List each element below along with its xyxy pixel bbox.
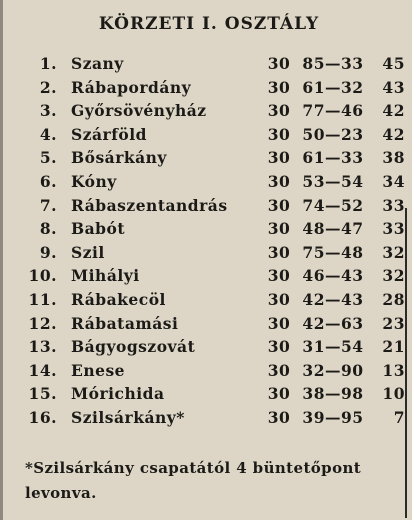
points-cell: 13 <box>382 360 405 380</box>
rank-cell: 5. <box>39 148 57 168</box>
goal-ratio: 61—33 <box>302 148 364 168</box>
rank-cell: 9. <box>39 242 57 262</box>
matches-played: 30 <box>267 242 291 262</box>
team-name: Szil <box>71 242 105 262</box>
points-cell: 38 <box>382 148 405 168</box>
goal-ratio: 46—43 <box>302 266 364 286</box>
goal-ratio: 42—63 <box>302 313 364 333</box>
matches-played: 30 <box>267 289 291 309</box>
matches-played: 30 <box>267 148 291 168</box>
table-row <box>3 241 412 265</box>
rank-cell: 7. <box>39 195 57 215</box>
table-row <box>3 312 412 336</box>
rank-cell: 15. <box>28 384 57 404</box>
goal-ratio: 61—32 <box>302 77 364 97</box>
matches-played: 30 <box>267 313 291 333</box>
matches-played: 30 <box>267 266 291 286</box>
matches-played: 30 <box>267 384 291 404</box>
points-cell: 23 <box>382 313 405 333</box>
team-name: Rábatamási <box>71 313 179 333</box>
matches-played: 30 <box>267 171 291 191</box>
goal-ratio: 32—90 <box>302 360 364 380</box>
matches-played: 30 <box>267 360 291 380</box>
matches-played: 30 <box>267 195 291 215</box>
points-cell: 42 <box>382 124 405 144</box>
table-row <box>3 335 412 359</box>
points-cell: 32 <box>382 242 405 262</box>
rank-cell: 1. <box>39 54 57 73</box>
points-cell: 34 <box>382 171 405 191</box>
team-name: Rábakecöl <box>71 289 166 309</box>
points-cell: 45 <box>382 54 405 73</box>
rank-cell: 8. <box>39 219 57 239</box>
table-row <box>3 170 412 194</box>
goal-ratio: 39—95 <box>302 407 364 427</box>
team-name: Babót <box>71 219 125 239</box>
goal-ratio: 38—98 <box>302 384 364 404</box>
rank-cell: 3. <box>39 101 57 121</box>
rank-cell: 13. <box>28 337 57 357</box>
matches-played: 30 <box>267 407 291 427</box>
column-rule <box>405 208 407 518</box>
team-name: Bősárkány <box>71 148 167 168</box>
points-cell: 32 <box>382 266 405 286</box>
goal-ratio: 53—54 <box>302 171 364 191</box>
team-name: Kóny <box>71 171 117 191</box>
table-row <box>3 194 412 218</box>
matches-played: 30 <box>267 77 291 97</box>
team-name: Szárföld <box>71 124 147 144</box>
goal-ratio: 48—47 <box>302 219 364 239</box>
rank-cell: 14. <box>28 360 57 380</box>
table-row <box>3 123 412 147</box>
points-cell: 10 <box>382 384 405 404</box>
footnote: *Szilsárkány csapatától 4 büntetőpont levonva. <box>25 459 362 502</box>
table-row <box>3 382 412 406</box>
rank-cell: 16. <box>28 407 57 427</box>
matches-played: 30 <box>267 54 291 73</box>
goal-ratio: 42—43 <box>302 289 364 309</box>
matches-played: 30 <box>267 337 291 357</box>
points-cell: 33 <box>382 219 405 239</box>
points-cell: 21 <box>382 337 405 357</box>
points-cell: 28 <box>382 289 405 309</box>
goal-ratio: 75—48 <box>302 242 364 262</box>
points-cell: 7 <box>393 407 405 427</box>
team-name: Szilsárkány* <box>71 407 185 427</box>
matches-played: 30 <box>267 101 291 121</box>
goal-ratio: 31—54 <box>302 337 364 357</box>
matches-played: 30 <box>267 219 291 239</box>
goal-ratio: 74—52 <box>302 195 364 215</box>
team-name: Enese <box>71 360 126 380</box>
rank-cell: 2. <box>39 77 57 97</box>
points-cell: 33 <box>382 195 405 215</box>
points-cell: 43 <box>382 77 405 97</box>
table-row <box>3 146 412 170</box>
rank-cell: 4. <box>39 124 57 144</box>
team-name: Rábapordány <box>71 77 192 97</box>
table-row <box>3 76 412 100</box>
points-cell: 42 <box>382 101 405 121</box>
team-name: Mihályi <box>71 266 140 286</box>
goal-ratio: 85—33 <box>302 54 364 73</box>
standings-table <box>3 52 412 430</box>
table-row <box>3 217 412 241</box>
page-title: KÖRZETI I. OSZTÁLY <box>98 14 320 34</box>
rank-cell: 11. <box>28 289 57 309</box>
table-row <box>3 359 412 383</box>
rank-cell: 12. <box>28 313 57 333</box>
team-name: Győrsövényház <box>71 101 207 121</box>
team-name: Mórichida <box>71 384 165 404</box>
table-row <box>3 52 412 76</box>
rank-cell: 6. <box>39 171 57 191</box>
team-name: Rábaszentandrás <box>71 195 228 215</box>
goal-ratio: 77—46 <box>302 101 364 121</box>
team-name: Szany <box>71 54 124 73</box>
table-row <box>3 99 412 123</box>
goal-ratio: 50—23 <box>302 124 364 144</box>
table-row <box>3 264 412 288</box>
table-row <box>3 288 412 312</box>
matches-played: 30 <box>267 124 291 144</box>
rank-cell: 10. <box>28 266 57 286</box>
table-row <box>3 406 412 430</box>
team-name: Bágyogszovát <box>71 337 196 357</box>
